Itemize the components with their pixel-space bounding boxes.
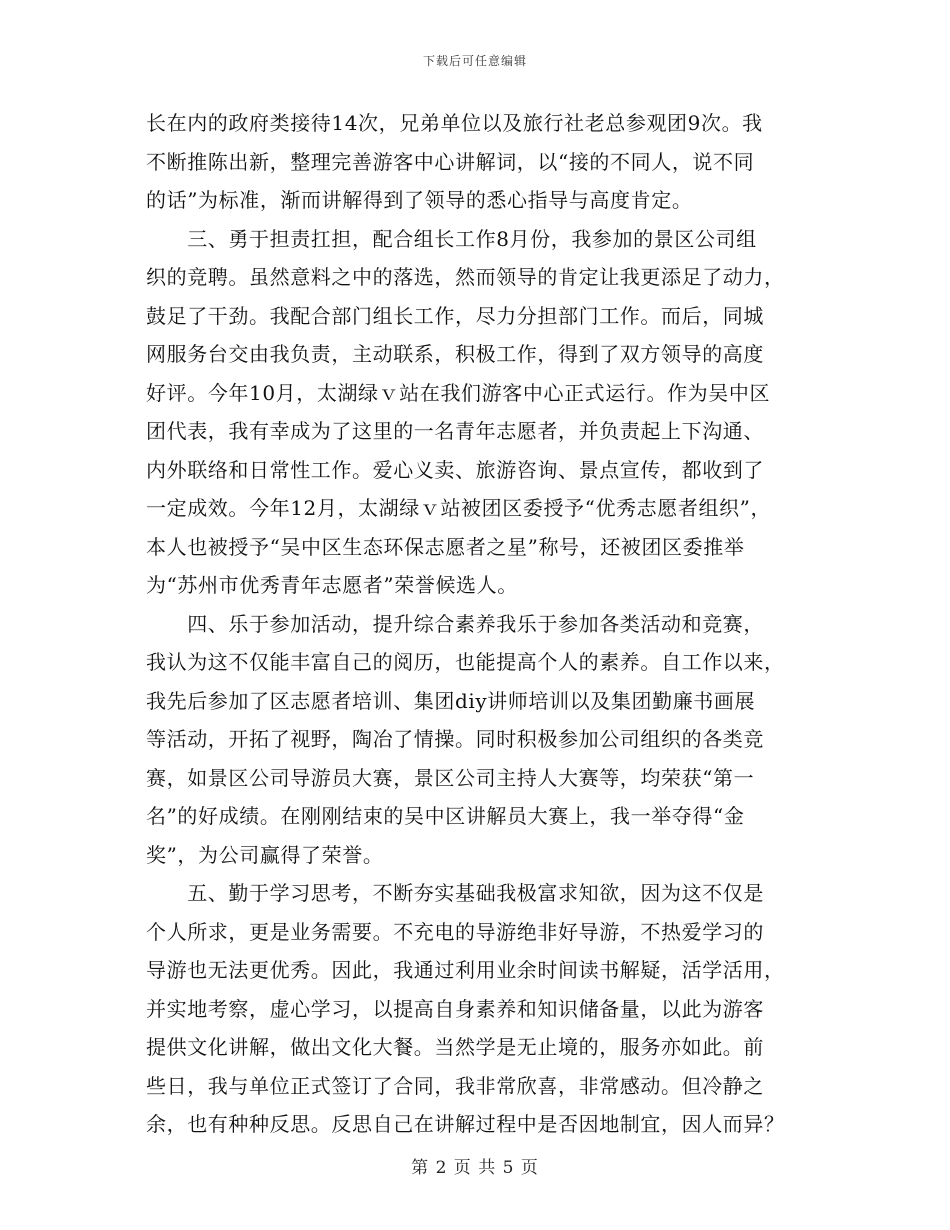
text-line: 名”的好成绩。在刚刚结束的吴中区讲解员大赛上，我一举夺得“金 bbox=[146, 804, 745, 828]
text-line: 织的竞聘。虽然意料之中的落选，然而领导的肯定让我更添足了动力， bbox=[146, 265, 785, 289]
text-line: 四、乐于参加活动，提升综合素养我乐于参加各类活动和竞赛， bbox=[146, 611, 764, 636]
page-number: 第 2 页 共 5 页 bbox=[411, 1158, 539, 1178]
text-line: 内外联络和日常性工作。爱心义卖、旅游咨询、景点宣传，都收到了 bbox=[146, 457, 764, 482]
text-line: 不断推陈出新，整理完善游客中心讲解词，以“接的不同人，说不同 bbox=[146, 149, 755, 174]
text-line: 本人也被授予“吴中区生态环保志愿者之星”称号，还被团区委推举 bbox=[146, 534, 745, 559]
text-line: 的话”为标准，渐而讲解得到了领导的悉心指导与高度肯定。 bbox=[146, 188, 693, 212]
text-line: 为“苏州市优秀青年志愿者”荣誉候选人。 bbox=[146, 573, 518, 597]
text-line: 些日，我与单位正式签订了合同，我非常欣喜，非常感动。但冷静之 bbox=[146, 1073, 764, 1098]
text-line: 五、勤于学习思考，不断夯实基础我极富求知欲，因为这不仅是 bbox=[146, 881, 764, 905]
text-line: 个人所求，更是业务需要。不充电的导游绝非好导游，不热爱学习的 bbox=[146, 919, 764, 944]
text-line: 鼓足了干劲。我配合部门组长工作，尽力分担部门工作。而后，同城 bbox=[146, 303, 764, 328]
text-line: 余，也有种种反思。反思自己在讲解过程中是否因地制宜，因人而异？ bbox=[146, 1112, 785, 1136]
text-line: 网服务台交由我负责，主动联系，积极工作，得到了双方领导的高度 bbox=[146, 342, 764, 366]
text-line: 一定成效。今年12月，太湖绿ｖ站被团区委授予“优秀志愿者组织”， bbox=[146, 496, 772, 520]
text-line: 我认为这不仅能丰富自己的阅历，也能提高个人的素养。自工作以来， bbox=[146, 650, 785, 674]
text-line: 团代表，我有幸成为了这里的一名青年志愿者，并负责起上下沟通、 bbox=[146, 419, 764, 443]
text-line: 并实地考察，虚心学习，以提高自身素养和知识储备量，以此为游客 bbox=[146, 996, 764, 1021]
text-line: 长在内的政府类接待14次，兄弟单位以及旅行社老总参观团9次。我 bbox=[146, 111, 763, 135]
page-header: 下载后可任意编辑 bbox=[422, 54, 527, 68]
text-line: 等活动，开拓了视野，陶冶了情操。同时积极参加公司组织的各类竞 bbox=[146, 727, 764, 751]
text-line: 赛，如景区公司导游员大赛，景区公司主持人大赛等，均荣获“第一 bbox=[146, 765, 755, 790]
text-line: 好评。今年10月，太湖绿ｖ站在我们游客中心正式运行。作为吴中区 bbox=[146, 380, 771, 405]
text-line: 三、勇于担责扛担，配合组长工作8月份，我参加的景区公司组 bbox=[146, 226, 757, 251]
text-line: 我先后参加了区志愿者培训、集团diy讲师培训以及集团勤廉书画展 bbox=[146, 688, 756, 713]
text-line: 奖”，为公司赢得了荣誉。 bbox=[146, 842, 384, 867]
text-line: 提供文化讲解，做出文化大餐。当然学是无止境的，服务亦如此。前 bbox=[146, 1035, 764, 1059]
document-body bbox=[146, 104, 806, 1144]
text-line: 导游也无法更优秀。因此，我通过利用业余时间读书解疑，活学活用， bbox=[146, 958, 785, 982]
